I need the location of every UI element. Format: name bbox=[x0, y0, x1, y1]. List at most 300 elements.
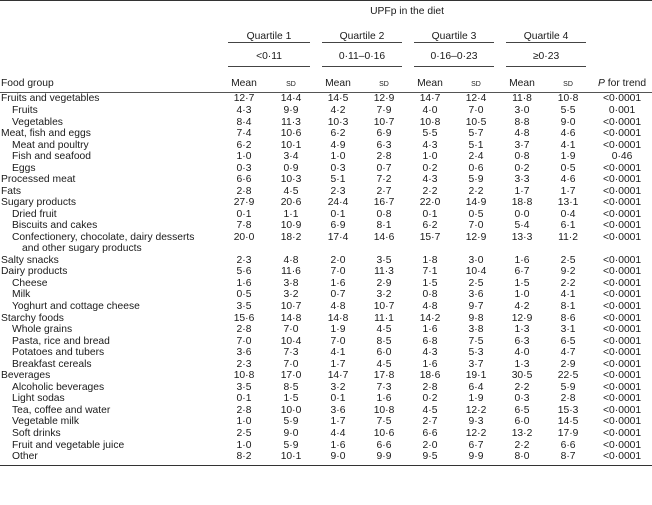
mean-value: 3·5 bbox=[236, 300, 252, 312]
food-group-label: Fruits bbox=[12, 104, 38, 116]
food-group-name bbox=[0, 324, 222, 336]
mean-value: 3·0 bbox=[514, 104, 530, 116]
mean-value: 14·5 bbox=[327, 93, 349, 105]
sd-value: 4·1 bbox=[560, 289, 576, 301]
food-group-label: Fruit and vegetable juice bbox=[12, 439, 125, 451]
food-group-label: Meat and poultry bbox=[12, 139, 89, 151]
mean-value: 3·3 bbox=[514, 174, 530, 186]
sd-value: 10·9 bbox=[280, 220, 302, 232]
sd-value: 10·4 bbox=[280, 335, 302, 347]
sd-value: 9·0 bbox=[560, 116, 576, 128]
mean-value: 0·1 bbox=[330, 393, 346, 405]
sd-value: 8·1 bbox=[560, 300, 576, 312]
food-group-label: Starchy foods bbox=[1, 312, 64, 324]
mean-value: 1·5 bbox=[514, 277, 530, 289]
food-group-label: Processed meat bbox=[1, 174, 76, 186]
quartile-2-range: 0·11–0·16 bbox=[322, 47, 402, 67]
food-group-name bbox=[0, 289, 222, 301]
mean-value: 0·2 bbox=[514, 162, 530, 174]
sd-value: 2·2 bbox=[468, 185, 484, 197]
mean-value: 4·3 bbox=[236, 104, 252, 116]
table-row bbox=[0, 382, 652, 394]
mean-value: 0·1 bbox=[236, 208, 252, 220]
sd-value: 12·2 bbox=[465, 427, 487, 439]
food-group-name bbox=[0, 428, 222, 440]
mean-value: 1·6 bbox=[422, 358, 438, 370]
sd-value: 10·0 bbox=[280, 404, 302, 416]
food-group-label: Dried fruit bbox=[12, 208, 57, 220]
sd-value: 4·1 bbox=[560, 139, 576, 151]
mean-value: 0·1 bbox=[330, 208, 346, 220]
food-group-name bbox=[0, 440, 222, 452]
p-trend-value: <0·0001 bbox=[603, 416, 642, 428]
table-row bbox=[0, 405, 652, 417]
p-trend-value: <0·0001 bbox=[592, 451, 652, 465]
sd-value: 8·1 bbox=[376, 220, 392, 232]
p-trend-value: <0·0001 bbox=[603, 266, 642, 278]
food-group-label: Breakfast cereals bbox=[12, 358, 92, 370]
sd-value: 10·6 bbox=[280, 128, 302, 140]
sd-value: 4·5 bbox=[376, 324, 392, 336]
food-group-name bbox=[0, 128, 222, 140]
sd-value: 0·8 bbox=[376, 208, 392, 220]
sd-value: 6·5 bbox=[560, 335, 576, 347]
table-row bbox=[0, 278, 652, 290]
sd-value: 12·2 bbox=[465, 404, 487, 416]
sd-value: 3·8 bbox=[468, 324, 484, 336]
table-row bbox=[0, 393, 652, 405]
mean-value: 3·6 bbox=[236, 347, 252, 359]
mean-value: 4·9 bbox=[330, 139, 346, 151]
food-group-name bbox=[0, 405, 222, 417]
table-row bbox=[0, 370, 652, 382]
table-row bbox=[0, 220, 652, 232]
food-group-name bbox=[0, 232, 222, 255]
table-row bbox=[0, 416, 652, 428]
mean-value: 1·6 bbox=[330, 277, 346, 289]
sd-value: 11·6 bbox=[281, 266, 301, 278]
sd-value: 12·9 bbox=[465, 231, 487, 243]
food-group-name bbox=[0, 255, 222, 267]
food-group-name bbox=[0, 359, 222, 371]
table-row bbox=[0, 151, 652, 163]
sd-value: 6·6 bbox=[560, 439, 576, 451]
mean-value: 6·6 bbox=[236, 174, 252, 186]
sd-value: 14·6 bbox=[373, 231, 395, 243]
p-trend-value: <0·0001 bbox=[603, 116, 642, 128]
food-group-label: Dairy products bbox=[1, 266, 68, 278]
mean-value: 6·7 bbox=[514, 266, 530, 278]
mean-value: 0·3 bbox=[330, 162, 346, 174]
sd-value: 11·3 bbox=[374, 266, 394, 278]
sd-value: 4·7 bbox=[560, 347, 576, 359]
sd-value: 10·1 bbox=[266, 451, 316, 465]
mean-value: 7·1 bbox=[422, 266, 438, 278]
mean-value: 0·3 bbox=[514, 393, 530, 405]
mean-value: 4·5 bbox=[422, 404, 438, 416]
mean-value: 6·2 bbox=[236, 139, 252, 151]
sd-value: 6·9 bbox=[376, 128, 392, 140]
sd-value: 3·0 bbox=[468, 254, 484, 266]
sd-value: 5·1 bbox=[468, 139, 484, 151]
sd-value: 0·4 bbox=[560, 208, 576, 220]
food-group-label: Light sodas bbox=[12, 393, 65, 405]
mean-value: 1·0 bbox=[330, 151, 346, 163]
mean-value: 14·7 bbox=[327, 370, 349, 382]
sd-value: 5·7 bbox=[468, 128, 484, 140]
upfp-header: UPFp in the diet bbox=[222, 1, 592, 25]
mean-value: 7·0 bbox=[236, 335, 252, 347]
food-group-name bbox=[0, 382, 222, 394]
mean-value: 6·5 bbox=[514, 404, 530, 416]
p-trend-value: 0·46 bbox=[611, 151, 633, 163]
sd-value: 1·6 bbox=[376, 393, 392, 405]
p-rest: for trend bbox=[604, 78, 647, 89]
p-trend-value: <0·0001 bbox=[603, 185, 642, 197]
sd-value: 2·7 bbox=[376, 185, 392, 197]
sd-value: 17·9 bbox=[557, 427, 579, 439]
sd-value: 2·5 bbox=[468, 277, 484, 289]
sd-value: 10·3 bbox=[280, 174, 302, 186]
mean-value: 13·2 bbox=[511, 427, 533, 439]
mean-value: 1·7 bbox=[330, 416, 346, 428]
sd-value: 10·7 bbox=[373, 300, 395, 312]
sd-value: 0·5 bbox=[560, 162, 576, 174]
mean-value: 5·6 bbox=[236, 266, 252, 278]
sd-value: 1·1 bbox=[283, 208, 299, 220]
p-trend-value: <0·0001 bbox=[603, 162, 642, 174]
mean-value: 24·4 bbox=[327, 197, 349, 209]
table-row bbox=[0, 336, 652, 348]
mean-value: 1·0 bbox=[236, 416, 252, 428]
food-group-label: Soft drinks bbox=[12, 427, 61, 439]
food-group-name bbox=[0, 313, 222, 325]
sd-value: 2·8 bbox=[560, 393, 576, 405]
food-group-name bbox=[0, 186, 222, 198]
sd-value: 8·7 bbox=[544, 451, 592, 465]
sd-value: 7·5 bbox=[376, 416, 392, 428]
sd-value: 2·2 bbox=[560, 277, 576, 289]
sd-value: 7·9 bbox=[376, 104, 392, 116]
mean-value: 20·0 bbox=[233, 231, 255, 243]
food-group-label: Beverages bbox=[1, 370, 51, 382]
mean-value: 4·0 bbox=[514, 347, 530, 359]
sd-value: 3·6 bbox=[468, 289, 484, 301]
mean-value: 14·8 bbox=[327, 312, 349, 324]
p-trend-value: <0·0001 bbox=[603, 404, 642, 416]
sd-value: 0·7 bbox=[376, 162, 392, 174]
sd-value: 20·6 bbox=[280, 197, 302, 209]
p-trend-value: <0·0001 bbox=[603, 370, 642, 382]
sd-value: 4·6 bbox=[560, 128, 576, 140]
mean-value: 2·2 bbox=[514, 381, 530, 393]
sd-value: 11·1 bbox=[374, 312, 394, 324]
food-group-label: Salty snacks bbox=[1, 254, 59, 266]
mean-value: 2·8 bbox=[236, 324, 252, 336]
mean-value: 5·5 bbox=[422, 128, 438, 140]
sd-value: 17·0 bbox=[280, 370, 302, 382]
mean-value: 1·0 bbox=[422, 151, 438, 163]
mean-value: 4·8 bbox=[422, 300, 438, 312]
sd-value: 5·3 bbox=[468, 347, 484, 359]
mean-value: 1·7 bbox=[514, 185, 530, 197]
p-trend-value: <0·0001 bbox=[603, 220, 642, 232]
sd-value: 7·3 bbox=[376, 381, 392, 393]
mean-value: 14·7 bbox=[419, 93, 441, 105]
p-trend-value: <0·0001 bbox=[603, 427, 642, 439]
sd-value: 9·0 bbox=[283, 427, 299, 439]
mean-value: 9·5 bbox=[408, 451, 452, 465]
p-trend-value: <0·0001 bbox=[603, 174, 642, 186]
mean-header: Mean bbox=[222, 67, 266, 93]
sd-value: 16·7 bbox=[373, 197, 395, 209]
sd-value: 0·9 bbox=[283, 162, 299, 174]
p-trend-value: <0·0001 bbox=[603, 128, 642, 140]
quartile-4-label: Quartile 4 bbox=[506, 31, 586, 43]
quartile-4-range: ≥0·23 bbox=[506, 47, 586, 67]
mean-value: 9·0 bbox=[316, 451, 360, 465]
p-trend-header bbox=[592, 67, 652, 93]
sd-value: 22·5 bbox=[557, 370, 579, 382]
mean-value: 6·2 bbox=[330, 128, 346, 140]
table-row bbox=[0, 440, 652, 452]
food-group-label: Alcoholic beverages bbox=[12, 381, 105, 393]
sd-value: 9·9 bbox=[283, 104, 299, 116]
p-trend-value: <0·0001 bbox=[603, 439, 642, 451]
mean-value: 1·6 bbox=[236, 277, 252, 289]
sd-value: 3·2 bbox=[376, 289, 392, 301]
p-trend-value: <0·0001 bbox=[603, 93, 642, 105]
p-trend-value: <0·0001 bbox=[603, 231, 642, 243]
mean-value: 2·5 bbox=[236, 427, 252, 439]
food-group-name bbox=[0, 105, 222, 117]
food-group-name bbox=[0, 451, 222, 465]
table-body bbox=[0, 93, 652, 465]
table-row bbox=[0, 163, 652, 175]
table-row bbox=[0, 128, 652, 140]
food-group-name bbox=[0, 301, 222, 313]
table-row bbox=[0, 174, 652, 186]
mean-value: 0·1 bbox=[236, 393, 252, 405]
sd-value: 3·5 bbox=[376, 254, 392, 266]
table-row bbox=[0, 428, 652, 440]
mean-value: 4·2 bbox=[514, 300, 530, 312]
mean-value: 3·7 bbox=[514, 139, 530, 151]
mean-value: 18·6 bbox=[419, 370, 441, 382]
table-row bbox=[0, 197, 652, 209]
mean-value: 2·3 bbox=[330, 185, 346, 197]
sd-value: 18·2 bbox=[280, 231, 302, 243]
p-trend-value: 0·001 bbox=[608, 104, 636, 116]
mean-value: 4·3 bbox=[422, 347, 438, 359]
sd-value: 11·2 bbox=[558, 231, 578, 243]
sd-value: 9·9 bbox=[360, 451, 408, 465]
mean-value: 1·7 bbox=[330, 358, 346, 370]
mean-value: 1·6 bbox=[330, 439, 346, 451]
sd-value: 9·8 bbox=[468, 312, 484, 324]
sd-header: sd bbox=[360, 67, 408, 93]
food-group-label: Fats bbox=[1, 185, 22, 197]
sd-value: 6·4 bbox=[468, 381, 484, 393]
food-group-label: Milk bbox=[12, 289, 31, 301]
mean-value: 2·2 bbox=[422, 185, 438, 197]
food-group-name bbox=[0, 416, 222, 428]
food-group-label: Meat, fish and eggs bbox=[1, 128, 91, 140]
mean-value: 0·7 bbox=[330, 289, 346, 301]
sd-value: 6·3 bbox=[376, 139, 392, 151]
p-trend-value: <0·0001 bbox=[603, 347, 642, 359]
mean-value: 5·4 bbox=[514, 220, 530, 232]
p-trend-value: <0·0001 bbox=[603, 393, 642, 405]
sd-value: 13·1 bbox=[557, 197, 579, 209]
mean-value: 7·0 bbox=[330, 266, 346, 278]
sd-value: 6·1 bbox=[560, 220, 576, 232]
mean-value: 4·0 bbox=[422, 104, 438, 116]
food-group-name bbox=[0, 117, 222, 129]
mean-value: 4·4 bbox=[330, 427, 346, 439]
mean-value: 6·0 bbox=[514, 416, 530, 428]
mean-header: Mean bbox=[500, 67, 544, 93]
sd-value: 14·9 bbox=[465, 197, 487, 209]
food-group-name bbox=[0, 174, 222, 186]
mean-value: 6·3 bbox=[514, 335, 530, 347]
food-group-label: Cheese bbox=[12, 277, 48, 289]
sd-header: sd bbox=[452, 67, 500, 93]
table-row bbox=[0, 347, 652, 359]
sd-value: 10·5 bbox=[465, 116, 487, 128]
mean-value: 2·3 bbox=[236, 358, 252, 370]
mean-value: 4·3 bbox=[422, 174, 438, 186]
sd-value: 8·5 bbox=[283, 381, 299, 393]
mean-value: 4·3 bbox=[422, 139, 438, 151]
sd-value: 10·4 bbox=[465, 266, 487, 278]
sd-value: 10·7 bbox=[373, 116, 395, 128]
table-row bbox=[0, 359, 652, 371]
sd-value: 2·5 bbox=[560, 254, 576, 266]
table-row bbox=[0, 186, 652, 198]
p-italic: P bbox=[598, 78, 605, 89]
mean-value: 18·8 bbox=[511, 197, 533, 209]
table-row bbox=[0, 451, 652, 465]
sd-value: 7·5 bbox=[468, 335, 484, 347]
mean-value: 0·8 bbox=[514, 151, 530, 163]
sd-value: 10·8 bbox=[373, 404, 395, 416]
sd-value: 12·9 bbox=[373, 93, 395, 105]
sd-value: 3·8 bbox=[283, 277, 299, 289]
sd-value: 10·1 bbox=[280, 139, 302, 151]
table-row bbox=[0, 232, 652, 255]
mean-value: 7·0 bbox=[330, 335, 346, 347]
table-row bbox=[0, 301, 652, 313]
sd-value: 12·4 bbox=[465, 93, 487, 105]
food-group-name bbox=[0, 370, 222, 382]
sd-value: 19·1 bbox=[465, 370, 487, 382]
mean-value: 1·5 bbox=[422, 277, 438, 289]
mean-value: 12·7 bbox=[233, 93, 255, 105]
sd-value: 5·9 bbox=[560, 381, 576, 393]
p-trend-value: <0·0001 bbox=[603, 381, 642, 393]
sd-value: 2·9 bbox=[560, 358, 576, 370]
sd-value: 2·9 bbox=[376, 277, 392, 289]
food-group-label: Confectionery, chocolate, dairy desserts bbox=[12, 231, 195, 243]
table-row bbox=[0, 140, 652, 152]
food-group-name bbox=[0, 209, 222, 221]
food-group-name bbox=[0, 393, 222, 405]
p-trend-value: <0·0001 bbox=[603, 300, 642, 312]
sd-value: 1·9 bbox=[468, 393, 484, 405]
quartile-1-range: <0·11 bbox=[228, 47, 310, 67]
mean-value: 1·6 bbox=[514, 254, 530, 266]
table-row bbox=[0, 93, 652, 105]
p-trend-value: <0·0001 bbox=[603, 197, 642, 209]
mean-value: 4·2 bbox=[330, 104, 346, 116]
sd-value: 7·2 bbox=[376, 174, 392, 186]
mean-value: 1·6 bbox=[422, 324, 438, 336]
mean-value: 2·3 bbox=[236, 254, 252, 266]
mean-value: 1·8 bbox=[422, 254, 438, 266]
food-group-header: Food group bbox=[0, 67, 222, 93]
mean-value: 4·8 bbox=[330, 300, 346, 312]
sd-value: 6·7 bbox=[468, 439, 484, 451]
mean-value: 17·4 bbox=[327, 231, 349, 243]
mean-value: 12·9 bbox=[511, 312, 533, 324]
food-group-label: Other bbox=[12, 451, 38, 463]
mean-value: 14·2 bbox=[419, 312, 441, 324]
sd-value: 0·6 bbox=[468, 162, 484, 174]
mean-value: 6·8 bbox=[422, 335, 438, 347]
food-group-label: Biscuits and cakes bbox=[12, 220, 98, 232]
table-row bbox=[0, 289, 652, 301]
sd-value: 14·5 bbox=[557, 416, 579, 428]
sd-value: 9·9 bbox=[452, 451, 500, 465]
quartile-1-label: Quartile 1 bbox=[228, 31, 310, 43]
table-row bbox=[0, 324, 652, 336]
sd-value: 2·4 bbox=[468, 151, 484, 163]
sd-value: 3·2 bbox=[283, 289, 299, 301]
mean-value: 6·6 bbox=[422, 427, 438, 439]
mean-value: 13·3 bbox=[511, 231, 533, 243]
food-group-label-continued: and other sugary products bbox=[22, 243, 142, 255]
sd-value: 17·8 bbox=[373, 370, 395, 382]
mean-value: 1·0 bbox=[236, 151, 252, 163]
sd-value: 5·9 bbox=[283, 416, 299, 428]
food-group-label: Yoghurt and cottage cheese bbox=[12, 300, 140, 312]
mean-value: 8·2 bbox=[222, 451, 266, 465]
table-row bbox=[0, 255, 652, 267]
mean-value: 15·7 bbox=[419, 231, 441, 243]
mean-header: Mean bbox=[408, 67, 452, 93]
mean-value: 10·8 bbox=[233, 370, 255, 382]
sd-value: 9·2 bbox=[560, 266, 576, 278]
mean-value: 0·5 bbox=[236, 289, 252, 301]
mean-value: 1·3 bbox=[514, 324, 530, 336]
p-trend-value: <0·0001 bbox=[603, 324, 642, 336]
p-trend-value: <0·0001 bbox=[603, 358, 642, 370]
food-group-label: Vegetables bbox=[12, 116, 63, 128]
mean-value: 1·3 bbox=[514, 358, 530, 370]
sd-value: 6·0 bbox=[376, 347, 392, 359]
mean-value: 11·8 bbox=[512, 93, 532, 105]
food-group-name bbox=[0, 266, 222, 278]
food-group-label: Tea, coffee and water bbox=[12, 404, 111, 416]
mean-value: 10·3 bbox=[327, 116, 349, 128]
mean-value: 2·0 bbox=[422, 439, 438, 451]
mean-value: 0·8 bbox=[422, 289, 438, 301]
mean-value: 1·0 bbox=[236, 439, 252, 451]
sd-value: 7·0 bbox=[468, 220, 484, 232]
food-group-name bbox=[0, 278, 222, 290]
sd-value: 8·6 bbox=[560, 312, 576, 324]
